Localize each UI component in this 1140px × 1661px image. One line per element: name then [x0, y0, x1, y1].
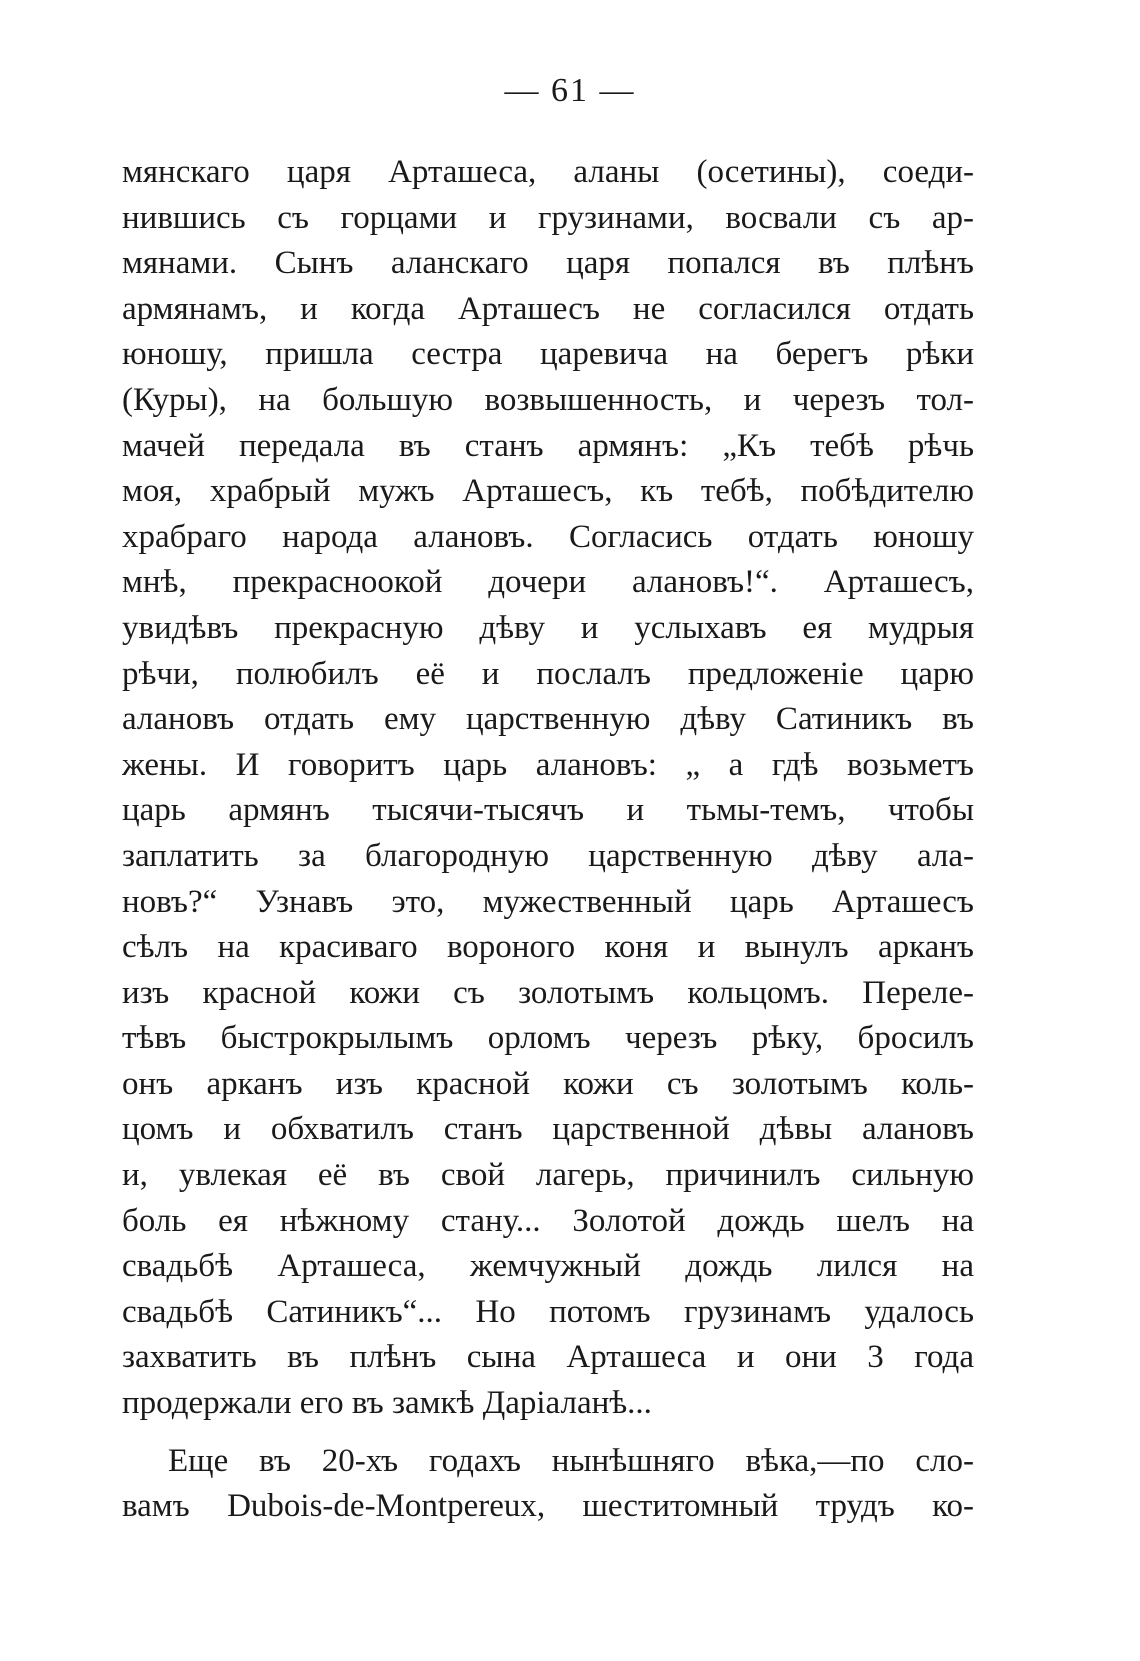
text-line: вамъ Dubois-de-Montpereux, шеститомный трудъ ко-: [122, 1488, 974, 1525]
text-line: продержали его въ замкѣ Даріаланѣ...: [122, 1385, 652, 1422]
text-line: цомъ и обхватилъ станъ царственной дѣвы алановъ: [122, 1111, 974, 1148]
text-line: увидѣвъ прекрасную дѣву и услыхавъ ея мудрыя: [122, 609, 974, 646]
text-line: мянскаго царя Арташеса, аланы (осетины), соеди-: [122, 154, 974, 190]
text-line: храбраго народа алановъ. Согласись отдать юношу: [122, 518, 974, 555]
text-line: моя, храбрый мужъ Арташесъ, къ тебѣ, побѣдителю: [122, 473, 974, 510]
text-line: заплатить за благородную царственную дѣву ала-: [122, 837, 974, 874]
text-line: жены. И говоритъ царь алановъ: „ а гдѣ возьметъ: [122, 746, 974, 783]
text-line: захватить въ плѣнъ сына Арташеса и они 3 года: [122, 1339, 974, 1376]
paragraph-2: [122, 1439, 974, 1530]
text-line: мачей передала въ станъ армянъ: „Къ тебѣ рѣчь: [122, 427, 974, 464]
text-line: (Куры), на большую возвышенность, и черезъ тол-: [122, 381, 974, 418]
text-line: армянамъ, и когда Арташесъ не согласился отдать: [122, 290, 974, 327]
text-line: боль ея нѣжному стану... Золотой дождь шелъ на: [122, 1202, 974, 1239]
body-text: [122, 150, 974, 1530]
text-line: свадьбѣ Сатиникъ“... Но потомъ грузинамъ удалось: [122, 1293, 974, 1330]
text-line: Еще въ 20-хъ годахъ нынѣшняго вѣка,—по сло-: [168, 1442, 974, 1479]
text-line: онъ арканъ изъ красной кожи съ золотымъ коль-: [122, 1065, 974, 1102]
text-line: новъ?“ Узнавъ это, мужественный царь Арташесъ: [122, 883, 974, 920]
text-line: алановъ отдать ему царственную дѣву Сатиникъ въ: [122, 701, 974, 738]
text-line: юношу, пришла сестра царевича на берегъ рѣки: [122, 336, 974, 373]
text-line: и, увлекая её въ свой лагерь, причинилъ сильную: [122, 1157, 974, 1194]
text-line: изъ красной кожи съ золотымъ кольцомъ. Переле-: [122, 974, 974, 1011]
text-line: царь армянъ тысячи-тысячъ и тьмы-темъ, чтобы: [122, 792, 974, 829]
paragraph-gap: [122, 1427, 974, 1439]
text-line: рѣчи, полюбилъ её и послалъ предложеніе царю: [122, 655, 974, 692]
text-line: мнѣ, прекрасноокой дочери алановъ!“. Арташесъ,: [122, 564, 974, 601]
paragraph-1: [122, 150, 974, 1427]
text-line: свадьбѣ Арташеса, жемчужный дождь лился на: [122, 1248, 974, 1285]
page-number: — 61 —: [504, 72, 636, 109]
text-line: мянами. Сынъ аланскаго царя попался въ плѣнъ: [122, 245, 974, 282]
text-line: нившись съ горцами и грузинами, восвали съ ар-: [122, 199, 974, 236]
text-line: сѣлъ на красиваго вороного коня и вынулъ арканъ: [122, 929, 974, 966]
text-line: тѣвъ быстрокрылымъ орломъ черезъ рѣку, бросилъ: [122, 1020, 974, 1057]
